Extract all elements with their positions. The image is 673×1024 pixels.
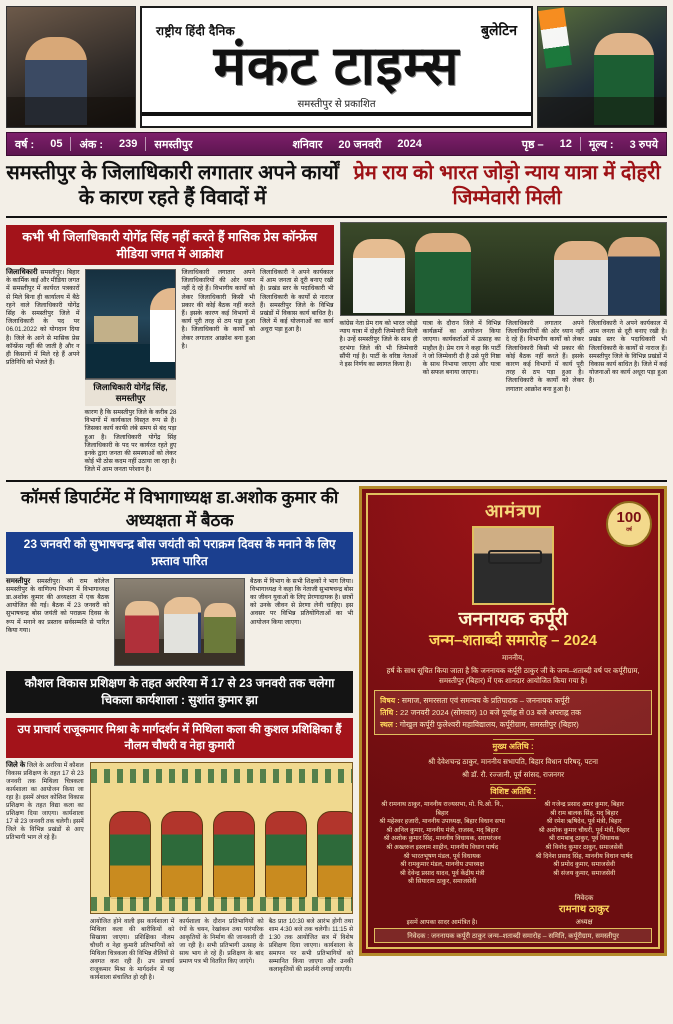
headline-row [6,161,667,211]
meeting-row [6,578,353,666]
subhead-red-band: कभी भी जिलाधिकारी योगेंद्र सिंह नहीं करते हैं मासिक प्रेस कॉन्फ्रेंस मीडिया जगत में आक्रोश [6,225,334,265]
masthead [6,6,667,128]
masthead-kicker: राष्ट्रीय हिंदी दैनिक [156,24,236,38]
news-column [179,918,263,983]
badge-number: 100 [616,508,642,526]
invitation-bottom-bar: निवेदक : जननायक कर्पूरी ठाकुर जन्म–शताब्दी समारोह – समिति, कर्पूरीग्राम, समस्तीपुर [374,928,652,943]
day: शनिवार [292,138,323,151]
year-gregorian: 2024 [397,138,422,150]
masthead-photo-left [6,6,136,128]
news-column [506,320,584,394]
chief-guest-2: श्री डॉ. रौ. रज्जानी, पूर्व सांसद, राजनगर [462,770,565,780]
guest-item: श्री अशोक कुमार सिंह, माननीय विधायक, सरायरंजन [383,835,501,843]
issue-info-bar [6,132,667,156]
guest-item: श्री अशोक कुमार चौधरी, पूर्व मंत्री, बिहार [538,826,630,834]
guest-item: श्री महेश्वर हजारी, माननीय उपाध्यक्ष, बिहार विधान सभा [379,818,505,826]
invitation-details-panel [374,690,652,735]
guest-item: श्री रमेश ऋषिदेव, पूर्व मंत्री, बिहार [546,818,622,826]
news-column [340,320,418,394]
special-guest-title: विशिष्ट अतिथि : [490,784,536,799]
right-story-columns [340,320,668,394]
spectacles-icon [488,550,542,564]
detail-venue [380,719,646,730]
photo-leaders [340,222,668,316]
pages-label: पृष्ठ – [521,138,544,151]
photo-person [125,601,159,653]
photo-person [353,239,405,313]
masthead-bulletin: बुलेटिन [481,22,517,38]
news-body: समस्तीपुर। श्री राम कॉलेज समस्तीपुर के वाणिज्य विभाग में विभागाध्यक्ष डा.अशोक कुमार की अध्यक्षता में एक बैठक आयोजित की गई। बैठक में 23 जनवरी को सुभाषचन्द्र बोस जयंती को पराक्रम दिवस के रूप में मनाने का प्रस्ताव सर्वसम्मति से पारित किया गया। [6,577,110,634]
photo-meeting [114,578,245,666]
issue-label: अंक : [79,138,104,151]
news-body: कार्यशाला के दौरान प्रतिभागियों को रंगों के चयन, रेखांकन तथा पारंपरिक आकृतियों के निर्माण की जानकारी दी जा रही है। सभी प्रतिभागी उत्साह के साथ भाग ले रहे हैं। प्रशिक्षण के बाद प्रमाण पत्र भी वितरित किए जाएंगे। [179,917,264,966]
news-column [90,918,174,983]
masthead-subtitle: समस्तीपुर से प्रकाशित [297,99,376,110]
photo-person [204,603,236,653]
masthead-rule [142,112,531,116]
bottom-columns [90,918,353,983]
invitation-title-2: जन्म–शताब्दी समारोह – 2024 [429,632,598,650]
painting-border-bottom [91,897,352,911]
photo-collector-office [85,269,177,379]
painting-figure [109,811,151,899]
painting-figure [161,811,203,899]
headline-commerce-meeting: कॉमर्स डिपार्टमेंट में विभागाध्यक्ष डा.अशोक कुमार की अध्यक्षता में बैठक [20,487,339,530]
top-story [6,222,667,475]
photo-person [608,237,660,315]
photo-person [150,288,177,362]
invitation-footer [374,891,652,928]
guest-item: श्री सियाराम ठाकुर, समाजसेवी [407,878,477,886]
invitation-inner [366,493,660,949]
guest-item: श्री रामनाथ ठाकुर, माननीय राज्यसभा, मो. पि.ओ. नि., बिहार [381,801,504,817]
photo-madhubani-painting [90,762,353,914]
mid-left-column [6,486,353,983]
guest-list-left [374,801,510,887]
news-body: जिलाधिकारी लगातार अपने जिलाधिकारियों की ओर ध्यान नहीं दे रहे हैं। विभागीय कार्यों को लेकर जिलाधिकारी किसी भी प्रकार की कोई बैठक नहीं करते हैं। इसके कारण कई विभागों में कार्य पूरी तरह से ठप पड़ा हुआ है। जिलाधिकारी के कार्यों को लेकर लगातार आक्रोश बना हुआ है। [505,320,584,393]
dateline: समस्तीपुर [6,577,31,585]
guest-item: श्री अख्तरुल इस्लाम शाहीन, माननीय विधान पार्षद [386,844,499,852]
top-story-columns [6,269,334,475]
invitation-intro: हर्ष के साथ सूचित किया जाता है कि जननायक कर्पूरी ठाकुर जी के जन्म–शताब्दी वर्ष पर कर्पूरीग्राम, समस्तीपुर (बिहार) में एक शानदार आयोजित किया गया है। [386,666,640,686]
invitation-title-1: जननायक कर्पूरी [458,609,568,631]
news-column [6,762,84,983]
invitation-advertisement [359,486,667,983]
detail-value: गोखुल कर्पूरी फुलेश्वरी महाविद्यालय, कर्पूरीग्राम, समस्तीपुर (बिहार) [399,720,579,730]
bottom-story-row [6,762,353,983]
news-body: बैठ प्रात 10:30 बजे आरंभ होगी तथा शाम 4:30 बजे तक चलेगी। 11:15 से 1:30 तक आयोजित सत्र में विशेष प्रशिक्षण दिया जाएगा। कार्यशाला के समापन पर सभी प्रतिभागियों को सम्मानित किया जाएगा और उनकी कलाकृतियों की प्रदर्शनी लगाई जाएगी। [268,917,354,974]
news-body: समस्तीपुर। बिहार के कार्मिक कई और मीडिया जगत में समस्तीपुर में कार्यरत पत्रकारों से मिले बिना ही कार्यालय में बैठे रहने वाले जिलाधिकारी योगेंद्र सिंह के समस्तीपुर जिले में जिलाधिकारी के पद पर 06.01.2022 को योगदान दिया है। जिले के आने से मासिक प्रेस कॉन्फ्रेंस नहीं की जाती है और न ही किसानों में मिले रहे हैं अपने प्रतिनिधि को भेजते हैं। [6,269,80,367]
chief-guest-1: श्री देवेशचन्द्र ठाकुर, माननीय सभापति, बिहार विधान परिषद्, पटना [428,757,598,767]
indian-flag-icon [538,7,572,68]
guest-list-right [516,801,652,887]
sign-role: अध्यक्ष [575,918,593,926]
painting-figure [265,811,307,899]
guest-item: श्री संजय कुमार, समाजसेवी [552,869,616,877]
news-body: जिले के अररिया में कौशल विकास प्रशिक्षण के तहत 17 से 23 जनवरी तक मिथिला चित्रकला कार्यशाला का आयोजन किया जा रहा है। इसमें अंचल कोशिश विकास प्रशिक्षण के तहत विद्या कला का प्रशिक्षण दिया जाएगा। कार्यशाला 17 से 23 जनवरी तक चलेगी। इसमें जिले के विभिन्न प्रखंडों से आए प्रतिभागी भाग ले रहे हैं। [6,761,84,842]
detail-subject [380,695,646,706]
headline-secondary: प्रेम राय को भारत जोड़ो न्याय यात्रा में दोहरी जिम्मेवारी मिली [353,162,661,209]
photo-person [164,599,198,653]
place: समस्तीपुर [154,138,193,151]
guest-item: श्री विनोद कुमार ठाकुर, समाजसेवी [545,844,623,852]
painting-border-top [91,769,352,783]
guest-item: श्री अनिल कुमार, माननीय मंत्री, राजस्व, मद् बिहार [386,826,499,834]
portrait-karpoori-thakur [472,526,554,605]
photo-person [554,241,608,315]
year-value: 05 [50,138,63,150]
news-column [269,918,353,983]
guest-item: श्री भारतभूषण मंडल, पूर्व विधायक [403,852,481,860]
year-label: वर्ष : [15,138,35,151]
photo-caption: जिलाधिकारी योगेंद्र सिंह, समस्तीपुर [85,379,177,406]
news-body: आयोजित होने वाली इस कार्यशाला में मिथिला कला की बारीकियों को सिखाया जाएगा। प्रशिक्षिका नौलम चौधरी व नेहा कुमारी प्रतिभागियों को मिथिला चित्रकला की विभिन्न शैलियों से अवगत करा रही हैं। उप प्राचार्य राजूकमार मिश्रा के मार्गदर्शन में यह कार्यशाला संचालित हो रही है। [89,917,175,982]
news-body: जिलाधिकारी लगातार अपने जिलाधिकारियों की ओर ध्यान नहीं दे रहे हैं। विभागीय कार्यों को लेकर जिलाधिकारी किसी भी प्रकार की कोई बैठक नहीं करते हैं। इसके कारण कई विभागों में कार्य पूरी तरह से ठप पड़ा हुआ है। जिलाधिकारी के कार्यों को लेकर लगातार आक्रोश बना हुआ है। [181,269,255,350]
news-column [181,269,255,475]
detail-label: स्थल : [380,720,398,730]
invitation-request: इसमें आपका सादर आमंत्रित है। [406,919,478,927]
photo-person [415,233,471,313]
chief-guest-title: मुख्य अतिथि : [493,739,534,754]
detail-label: तिथि : [380,708,398,718]
photo-files [94,316,138,342]
dateline: जिलाधिकारी [6,269,38,276]
news-body: कांग्रेस नेता प्रेम राय को भारत जोड़ो न्याय यात्रा में दोहरी जिम्मेवारी मिली है। उन्हें समस्तीपुर जिले के साथ ही दरभंगा जिले की भी जिम्मेवारी सौंपी गई है। पार्टी के वरिष्ठ नेताओं ने इस निर्णय का स्वागत किया है। [339,320,418,369]
detail-value: समाज, समरसता एवं समन्वय के प्रतिपादक – जननायक कर्पूरी [401,696,570,706]
guest-item: श्री गजेन्द्र प्रसाद अमर कुमार, बिहार [544,801,624,809]
painting-figure [213,811,255,899]
guest-item: श्री रामबाबू ठाकुर, पूर्व विधायक [548,835,620,843]
dateline: जिले के [6,761,26,769]
top-story-right [340,222,668,475]
news-column [6,578,109,666]
detail-date [380,707,646,718]
top-story-left [6,222,334,475]
news-column [423,320,501,394]
news-body: जिलाधिकारी ने अपने कार्यकाल में आम जनता से दूरी बनाए रखी है। प्रखंड स्तर के पदाधिकारी भी जिलाधिकारी के कार्यों से नाराज हैं। समस्तीपुर जिले के विभिन्न प्रखंडों में विकास कार्य बाधित है। जिले में कई योजनाओं का कार्य अधूरा पड़ा हुआ है। [259,269,334,334]
detail-label: विषय : [380,696,400,706]
headline-left-block [6,161,339,211]
guest-item: श्री रामकुमार मंडल, माननीय उपाध्यक्ष [400,861,485,869]
guest-lists [374,801,652,887]
masthead-photo-right [537,6,667,128]
black-subhead-band: कौशल विकास प्रशिक्षण के तहत अररिया में 17 से 23 जनवरी तक चलेगा चिकला कार्यशाला : सुशांत कुमार झा [6,671,353,713]
guest-item: श्री राम बालक सिंह, मद् बिहार [550,809,619,817]
masthead-title-block [140,6,533,128]
news-body: यात्रा के दौरान जिले में विभिन्न कार्यक्रमों का आयोजन किया जाएगा। कार्यकर्ताओं में उत्साह का माहौल है। प्रेम राय ने कहा कि पार्टी ने जो जिम्मेवारी दी है उसे पूरी निष्ठा के साथ निभाया जाएगा और यात्रा को सफल बनाया जाएगा। [422,320,501,377]
sign-name: रामनाथ ठाकुर [558,904,610,916]
headline-primary: समस्तीपुर के जिलाधिकारी लगातार अपने कार्यों के कारण रहते हैं विवादों में [6,162,339,209]
detail-value: 22 जनवरी 2024 (सोमवार) 10 बजे पूर्वाह्न से 03 बजे अपराह्न तक [400,708,581,718]
badge-sub: वर्ष [626,526,632,533]
rule [6,480,667,482]
painting-figure [317,811,353,899]
photo-foreground [7,97,135,127]
invitation-heading: आमंत्रण [485,500,542,521]
rule [6,216,667,218]
guest-item: श्री देवेन्द्र प्रसाद यादव, पूर्व केंद्रीय मंत्री [399,869,485,877]
blue-subhead-band: 23 जनवरी को सुभाषचन्द्र बोस जयंती को पराक्रम दिवस के मनाने के लिए प्रस्ताव पारित [6,532,353,574]
date: 20 जनवरी [338,138,382,151]
invitation-card [359,486,667,956]
news-body: बैठक में विभाग के सभी शिक्षकों ने भाग लिया। विभागाध्यक्ष ने कहा कि नेताजी सुभाषचन्द्र बोस का जीवन युवाओं के लिए प्रेरणादायक है। छात्रों को उनके जीवन से प्रेरणा लेनी चाहिए। इस अवसर पर विभिन्न प्रतियोगिताओं का भी आयोजन किया जाएगा। [250,577,354,626]
news-column [260,269,334,475]
news-column [250,578,353,666]
mid-section [6,486,667,983]
news-column [589,320,667,394]
news-body: कारण है कि समस्तीपुर जिले के करीब 28 विभागों में कार्यकाल विस्तृत रूप से है। जिसका कार्य काफी लंबे समय से बंद पड़ा हुआ है। जिलाधिकारी योगेंद्र सिंह जिलाधिकारी के पद पर कार्यरत रहते हुए इनके द्वारा जनता की समस्याओं को लेकर कोई भी ठोस कदम नहीं उठाया जा रहा है। जिले में आम जनता परेशान है। [84,409,177,474]
price-label: मूल्य : [588,138,614,151]
pages-value: 12 [559,138,572,150]
price-value: 3 रुपये [629,138,658,151]
guest-item: श्री दिनेश प्रसाद सिंह, माननीय विधान पार्षद [535,852,633,860]
guest-item: श्री प्रमोद कुमार, समाजसेवी [553,861,615,869]
news-body: जिलाधिकारी ने अपने कार्यकाल में आम जनता से दूरी बनाए रखी है। प्रखंड स्तर के पदाधिकारी भी जिलाधिकारी के कार्यों से नाराज हैं। समस्तीपुर जिले के विभिन्न प्रखंडों में विकास कार्य बाधित है। जिले में कई योजनाओं का कार्य अधूरा पड़ा हुआ है। [588,320,667,385]
photo-foreground [538,97,666,127]
sign-label: निवेदक [574,895,594,903]
news-column [6,269,80,475]
newspaper-title: मंकट टाइम्स [213,36,460,96]
headline-right-block [347,161,667,211]
red-subhead-band-2: उप प्राचार्य राजूकमार मिश्रा के मार्गदर्शन में मिथिला कला की कुशल प्रशिक्षिका हैं नौलम चौधरी व नेहा कुमारी [6,718,353,758]
centenary-badge [606,501,652,547]
invitation-salutation: माननीय, [501,653,525,663]
issue-value: 239 [119,138,138,150]
